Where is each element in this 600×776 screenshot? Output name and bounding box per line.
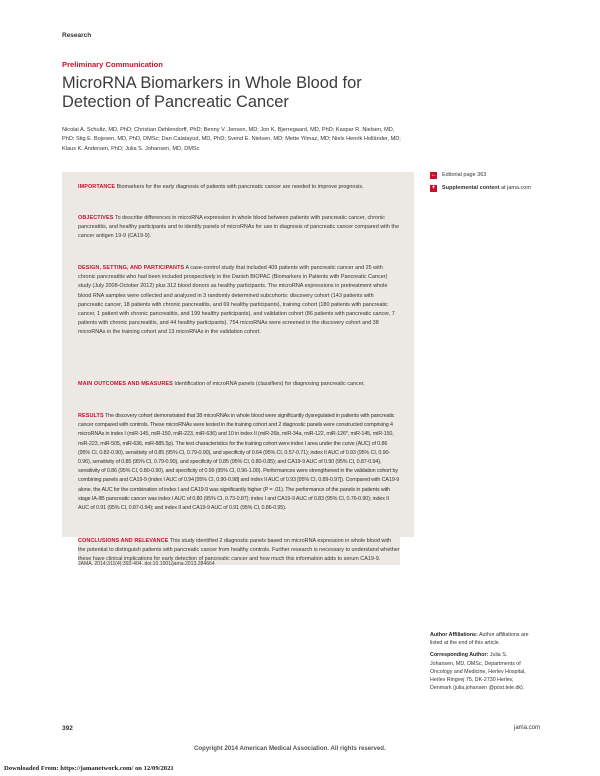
citation: JAMA. 2014;311(4):392-404. doi:10.1001/jama.2013.284664 [78,561,215,567]
abstract-design [78,264,400,338]
plus-icon: + [431,185,436,191]
outcomes-heading: MAIN OUTCOMES AND MEASURES [78,381,173,387]
conclusions-heading: CONCLUSIONS AND RELEVANCE [78,538,169,544]
journal-url[interactable]: jama.com [514,725,541,731]
design-heading: DESIGN, SETTING, AND PARTICIPANTS [78,265,185,271]
corresponding-label: Corresponding Author: [430,652,489,659]
article-type: Preliminary Communication [62,60,163,69]
copyright: Copyright 2014 American Medical Association. All rights reserved. [194,745,386,752]
download-stamp: Downloaded From: https://jamanetwork.com/ on 12/09/2021 [4,765,174,772]
objectives-text: To describe differences in microRNA expression in whole blood between patients with pancreatic cancer, chronic pancreatitis, and healthy participants and to identify panels of microRNAs for use in diagnosis of pancreatic cancer compared with the cancer antigen 19-9 (CA19-9). [78,215,399,240]
editorial-link[interactable] [430,171,540,179]
abstract-box [62,172,414,537]
author-affiliations-text: Author affiliations are listed at the end of this article. [430,632,529,647]
abstract-importance [78,183,400,192]
section-label: Research [62,32,92,39]
results-text: The discovery cohort demonstrated that 38 microRNAs in whole blood were significantly dysregulated in patients with pancreatic cancer compared with controls. These microRNAs were tested in the training cohort and 2 diagnostic panels were constructed comprising 4 microRNAs in index I (miR-145, miR-150, miR-223, miR-636) and 10 in index II (miR-26b, miR-34a, miR-122, miR-126*, miR-145, miR-150, miR-223, miR-505, miR-636, miR-885.5p). The test characteristics for the training cohort were index I area under the curve (AUC) of 0.86 (95% CI, 0.82-0.90), sensitivity of 0.85 (95% CI, 0.79-0.90), and specificity of 0.64 (95% CI, 0.57-0.71); index II AUC of 0.93 (95% CI, 0.90-0.96), sensitivity of 0.85 (95% CI, 0.79-0.90), and specificity of 0.85 (95% CI, 0.80-0.85); and CA19-9 AUC of 0.90 (95% CI, 0.87-0.94), sensitivity of 0.86 (95% CI, 0.80-0.90), and specificity of 0.99 (95% CI, 0.96-1.00). Performances were strengthened in the validation cohort by combining panels and CA19-9 (index I AUC of 0.94 [95% CI, 0.90-0.98] and index II AUC of 0.93 [95% CI, 0.89-0.97]). Compared with CA19-9 alone, the AUC for the combination of index I and CA19-9 was significantly higher (P = .01). The performance of the panels in patients with stage IA-IIB pancreatic cancer was index I AUC of 0.80 (95% CI, 0.73-0.87); index I and CA19-9 AUC of 0.83 (95% CI, 0.76-0.90); index II AUC of 0.91 (95% CI, 0.87-0.94); and index II and CA19-9 AUC of 0.91 (95% CI, 0.86-0.95). [78,413,400,512]
corresponding-text: Julia S. Johansen, MD, DMSc, Departments of Oncology and Medicine, Herlev Hospital, Herlev Ringvej 75, DK-2730 Herlev, Denmark (julia.johansen @post.tele.dk). [430,652,526,692]
arrow-icon: ← [430,171,437,178]
results-heading: RESULTS [78,413,104,419]
affiliations [430,631,530,692]
supplemental-link[interactable] [430,184,540,192]
sidebar-links [430,171,540,192]
abstract-objectives [78,214,400,242]
corresponding-author [430,651,530,692]
author-affiliations [430,631,530,647]
supplemental-rest: at jama.com [500,185,531,191]
abstract-outcomes [78,380,400,389]
outcomes-text: Identification of microRNA panels (classifiers) for diagnosing pancreatic cancer. [174,381,365,387]
abstract-results [78,412,400,513]
page-number: 392 [62,725,73,732]
design-text: A case-control study that included 409 patients with pancreatic cancer and 25 with chronic pancreatitis who had been included prospectively in the Danish BIOPAC (Biomarkers in Patients with Pancreatic Cancer) study (July 2008-October 2012) plus 312 blood donors as healthy participants. The microRNA expressions in pretreatment whole blood RNA samples were collected and analyzed in 3 randomly determined subcohorts: discovery cohort (143 patients with pancreatic cancer, 18 patients with chronic pancreatitis, and 69 healthy participants), training cohort (180 patients with pancreatic cancer, 1 patient with chronic pancreatitis, and 199 healthy participants), and validation cohort (86 patients with pancreatic cancer, 7 patients with chronic pancreatitis, and 44 healthy participants). 754 microRNAs were screened in the discovery cohort and 38 microRNAs in the training cohort and 13 microRNAs in the validation cohort. [78,265,395,336]
supplemental-label: Supplemental content [442,185,500,191]
author-affiliations-label: Author Affiliations: [430,632,478,638]
importance-heading: IMPORTANCE [78,184,116,190]
author-list: Nicolai A. Schultz, MD, PhD; Christian Dehlendorff, PhD; Benny V. Jensen, MD; Jon K. Bjerregaard, MD, PhD; Kaspar R. Nielsen, MD, PhD; Stig E. Bojesen, MD, PhD, DMSc; Dan Calatayud, MD, PhD; Svend E. Nielsen, MD; Mette Yilmaz, MD; Niels Henrik Holländer, MD; Klaus K. Andersen, PhD; Julia S. Johansen, MD, DMSc [62,127,401,152]
editorial-text: Editorial page 363 [442,172,487,178]
objectives-heading: OBJECTIVES [78,215,114,221]
importance-text: Biomarkers for the early diagnosis of patients with pancreatic cancer are needed to improve prognosis. [116,184,364,190]
conclusions-text: This study identified 2 diagnostic panels based on microRNA expression in whole blood with the potential to distinguish patients with pancreatic cancer from healthy controls. Further research is necessary to understand whether these have clinical implications for early detection of pancreatic cancer and how much this information adds to serum CA19-9. [78,538,400,563]
article-title: MicroRNA Biomarkers in Whole Blood for Detection of Pancreatic Cancer [62,74,362,111]
